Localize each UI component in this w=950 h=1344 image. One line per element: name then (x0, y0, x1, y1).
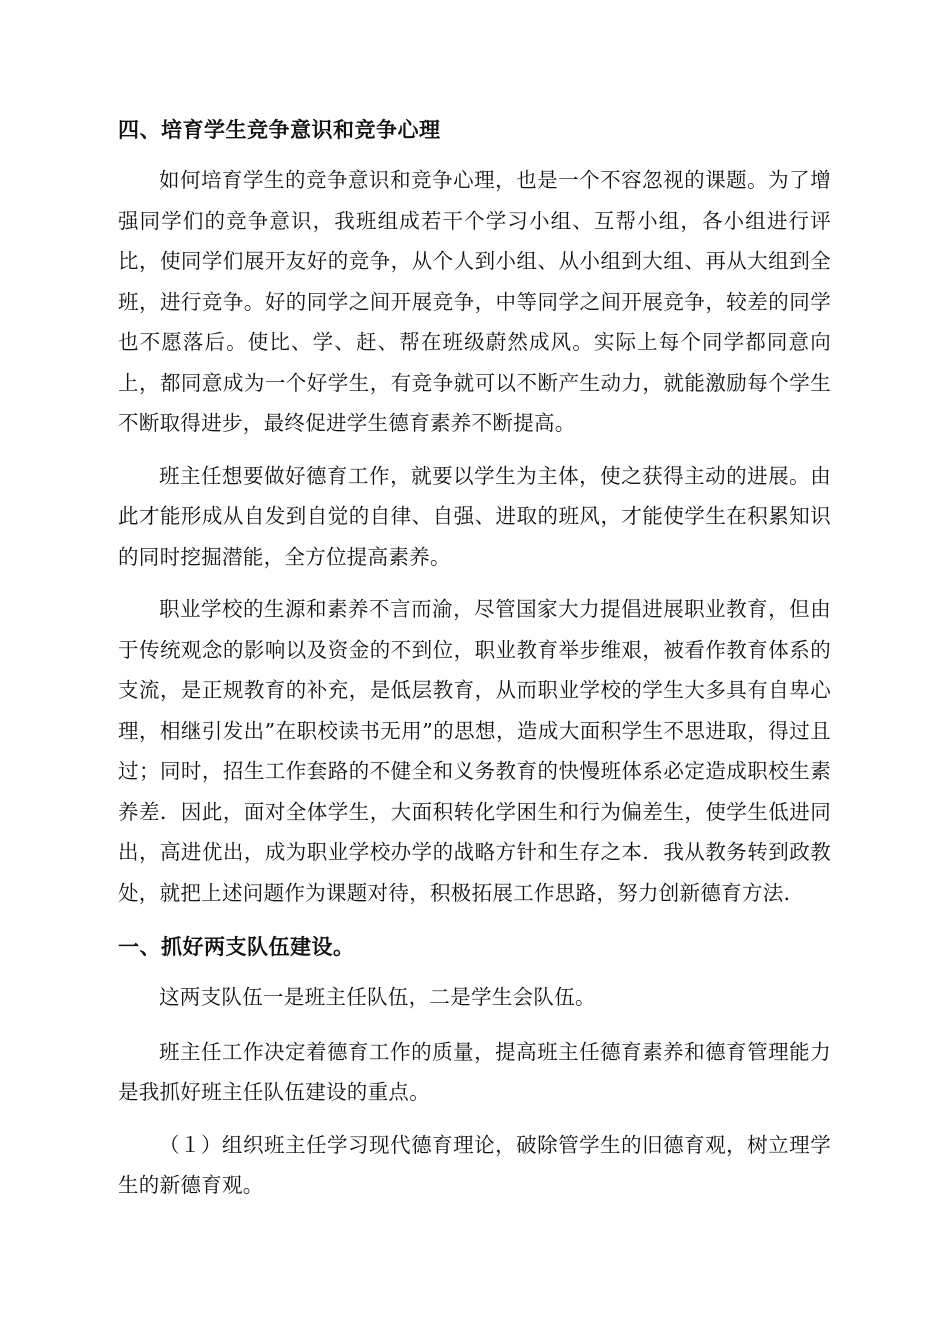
document-body (118, 108, 831, 1218)
paragraph: 班主任工作决定着德育工作的质量，提高班主任德育素养和德育管理能力是我抓好班主任队伍建设的重点。 (118, 1039, 831, 1104)
paragraph: 如何培育学生的竞争意识和竞争心理，也是一个不容忽视的课题。为了增强同学们的竞争意识，我班组成若干个学习小组、互帮小组，各小组进行评比，使同学们展开友好的竞争，从个人到小组、从小组到大组、再从大组到全班，进行竞争。好的同学之间开展竞争，中等同学之间开展竞争，较差的同学也不愿落后。使比、学、赶、帮在班级蔚然成风。实际上每个同学都同意向上，都同意成为一个好学生，有竞争就可以不断产生动力，就能激励每个学生不断取得进步，最终促进学生德育素养不断提高。 (118, 168, 831, 435)
section-heading-1: 一、抓好两支队伍建设。 (118, 935, 355, 959)
paragraph: 班主任想要做好德育工作，就要以学生为主体，使之获得主动的进展。由此才能形成从自发到自觉的自律、自强、进取的班风，才能使学生在积累知识的同时挖掘潜能，全方位提高素养。 (118, 463, 831, 569)
paragraph: 这两支队伍一是班主任队伍，二是学生会队伍。 (159, 985, 596, 1009)
paragraph: （１）组织班主任学习现代德育理论，破除管学生的旧德育观，树立理学生的新德育观。 (118, 1132, 831, 1197)
paragraph: 职业学校的生源和素养不言而渝，尽管国家大力提倡进展职业教育，但由于传统观念的影响以及资金的不到位，职业教育举步维艰，被看作教育体系的支流，是正规教育的补充，是低层教育，从而职业学校的学生大多具有自卑心理，相继引发出”在职校读书无用”的思想，造成大面积学生不思进取，得过且过；同时，招生工作套路的不健全和义务教育的快慢班体系必定造成职校生素养差．因此，面对全体学生，大面积转化学困生和行为偏差生，使学生低进同出，高进优出，成为职业学校办学的战略方针和生存之本．我从教务转到政教处，就把上述问题作为课题对待，积极拓展工作思路，努力创新德育方法． (118, 597, 831, 905)
section-heading-4: 四、培育学生竞争意识和竞争心理 (118, 118, 441, 142)
